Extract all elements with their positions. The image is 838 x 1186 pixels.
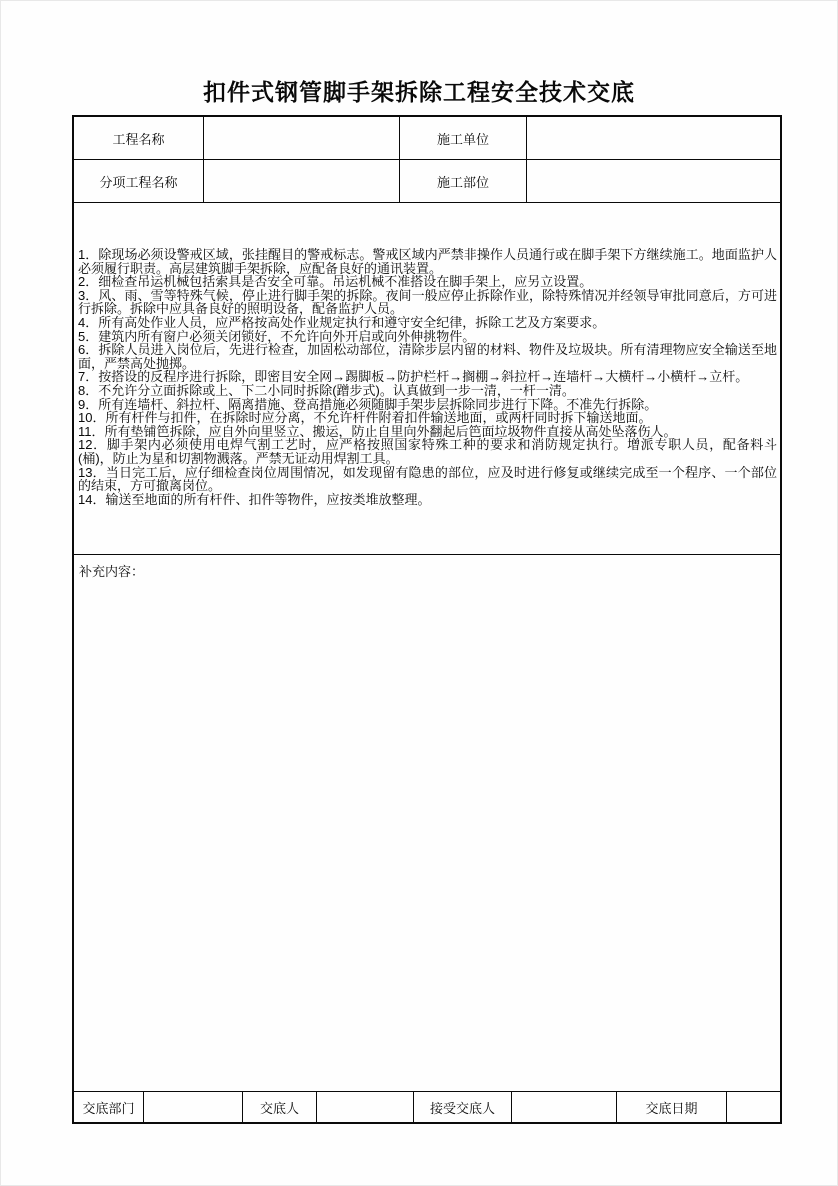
safety-item-13: 13．当日完工后，应仔细检查岗位周围情况，如发现留有隐患的部位，应及时进行修复或继续完成至一个程序、一个部位的结束，方可撤离岗位。 <box>78 464 777 494</box>
discloser-value-cell <box>317 1092 414 1122</box>
construction-part-value-cell <box>527 160 780 202</box>
receiver-label: 接受交底人 <box>414 1092 512 1122</box>
construction-unit-value-cell <box>527 117 780 159</box>
disclosure-date-value-cell <box>727 1092 780 1122</box>
project-name-label: 工程名称 <box>74 117 204 159</box>
safety-item-9: 9．所有连墙杆、斜拉杆、隔离措施、登高措施必须随脚手架步层拆除同步进行下降。不准先行拆除。 <box>78 396 658 412</box>
safety-item-1: 1．除现场必须设警戒区域，张挂醒目的警戒标志。警戒区域内严禁非操作人员通行或在脚手架下方继续施工。地面监护人必须履行职责。高层建筑脚手架拆除，应配备良好的通讯装置。 <box>78 247 777 276</box>
receiver-value-cell <box>512 1092 617 1122</box>
disclosure-dept-label: 交底部门 <box>74 1092 144 1122</box>
safety-item-12: 12．脚手架内必须使用电焊气割工艺时，应严格按照国家特殊工种的要求和消防规定执行。增派专职人员，配备料斗(桶)，防止为星和切割物溅落。严禁无证动用焊割工具。 <box>78 437 777 466</box>
safety-item-7: 7．按搭设的反程序进行拆除，即密目安全网→踢脚板→防护栏杆→搁棚→斜拉杆→连墙杆→大横杆→小横杆→立杆。 <box>78 369 749 385</box>
supplement-section <box>74 555 780 1092</box>
safety-items-section <box>74 203 780 555</box>
disclosure-date-label: 交底日期 <box>617 1092 727 1122</box>
project-name-value-cell <box>204 117 400 159</box>
disclosure-dept-value-cell <box>144 1092 243 1122</box>
construction-part-label: 施工部位 <box>400 160 527 202</box>
safety-item-3: 3．风、雨、雪等特殊气候，停止进行脚手架的拆除。夜间一般应停止拆除作业，除特殊情况并经领导审批同意后，方可进行拆除。拆除中应具备良好的照明设备，配备监护人员。 <box>78 287 777 317</box>
safety-item-6: 6．拆除人员进入岗位后，先进行检查，加固松动部位，清除步层内留的材料、物件及垃圾块。所有清理物应安全输送至地面，严禁高处抛掷。 <box>78 342 777 371</box>
safety-item-4: 4．所有高处作业人员，应严格按高处作业规定执行和遵守安全纪律，拆除工艺及方案要求。 <box>78 314 606 330</box>
discloser-label: 交底人 <box>243 1092 317 1122</box>
safety-item-14: 14．输送至地面的所有杆件、扣件等物件，应按类堆放整理。 <box>78 491 431 507</box>
header-row-project <box>74 117 780 160</box>
safety-item-5: 5．建筑内所有窗户必须关闭锁好，不允许向外开启或向外伸挑物件。 <box>78 328 476 344</box>
construction-unit-label: 施工单位 <box>400 117 527 159</box>
supplement-label: 补充内容： <box>79 564 145 579</box>
safety-item-11: 11．所有垫铺笆拆除，应自外向里竖立、搬运，防止自里向外翻起后笆面垃圾物件直接从高处坠落伤人。 <box>78 423 677 439</box>
safety-items-list <box>78 248 777 506</box>
safety-item-8: 8．不允许分立面拆除或上、下二小同时拆除(蹭步式)。认真做到一步一清，一杆一清。 <box>78 382 575 398</box>
safety-item-2: 2．细检查吊运机械包括索具是否安全可靠。吊运机械不准搭设在脚手架上，应另立设置。 <box>78 274 593 290</box>
subproject-name-label: 分项工程名称 <box>74 160 204 202</box>
subproject-name-value-cell <box>204 160 400 202</box>
header-row-subproject <box>74 160 780 203</box>
page-title: 扣件式钢管脚手架拆除工程安全技术交底 <box>203 79 635 105</box>
footer-signature-row <box>74 1092 780 1122</box>
safety-item-10: 10．所有杆件与扣件，在拆除时应分离，不允许杆件附着扣件输送地面，或两杆同时拆下输送地面。 <box>78 410 652 426</box>
disclosure-form-table <box>72 115 782 1124</box>
